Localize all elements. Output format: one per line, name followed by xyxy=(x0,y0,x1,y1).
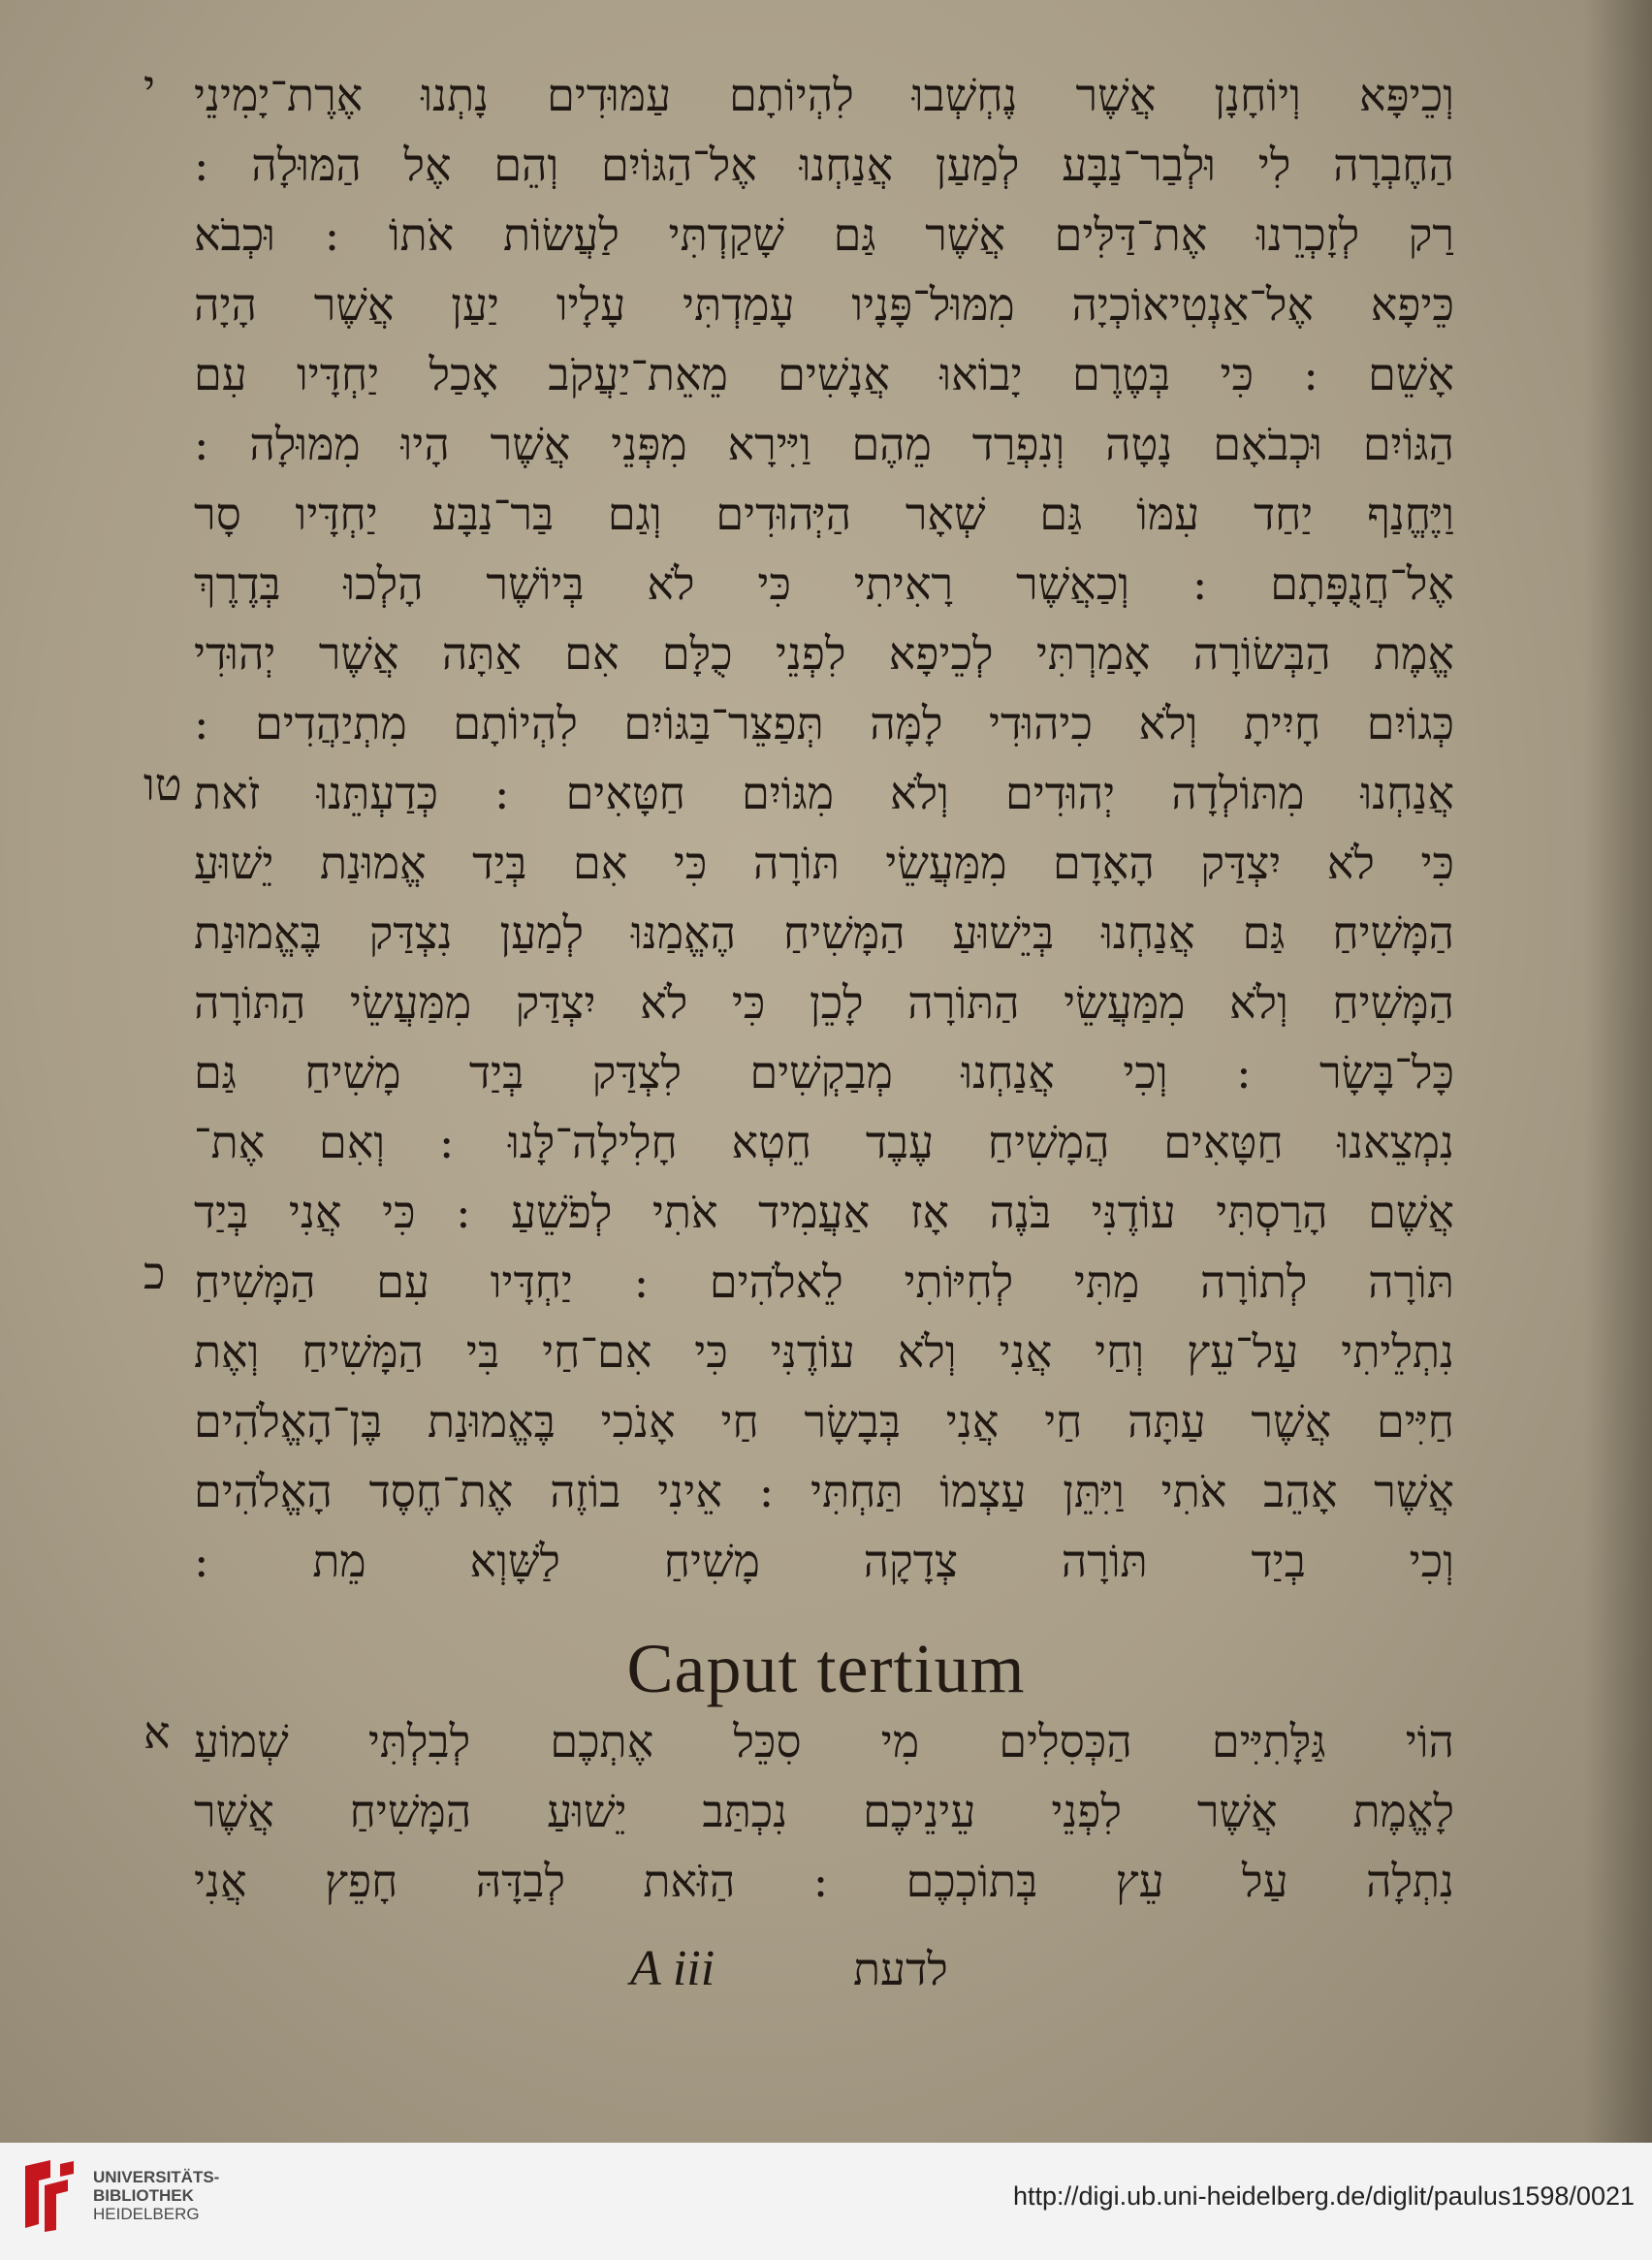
text-line: הַמָּשִׁיחַ וְלֹא מִמַּעֲשֵׂי הַתּוֹרָה לָכֵן כִּי לֹא יִצְדַּק מִמַּעֲשֵׂי הַתּוֹרָה xyxy=(194,976,1454,1029)
university-library-logo-icon[interactable] xyxy=(17,2156,79,2234)
chapter2-text xyxy=(143,60,1652,1596)
library-name-line1: UNIVERSITÄTS- xyxy=(93,2168,220,2186)
text-line: רַק לְזָכְרֵנוּ אֶת־דַּלִּים אֲשֶׁר גַּם שָׁקַדְתִּי לַעֲשׂוֹת אֹתוֹ : וּכְבֹא xyxy=(194,208,1454,261)
verse-number: כ xyxy=(143,1247,166,1299)
library-name-line2: BIBLIOTHEK xyxy=(93,2186,194,2205)
library-name-line3: HEIDELBERG xyxy=(93,2205,200,2223)
text-line: כְּגוֹיִם חָיִיתָ וְלֹא כִיהוּדִי לָמָּה תְּפַצֵּר־בַּגּוֹיִם לִהְיוֹתָם מִתְיַהֲדִים : xyxy=(194,697,1454,749)
text-line: הַמָּשִׁיחַ גַּם אֲנַחְנוּ בְּיֵשׁוּעַ הַמָּשִׁיחַ הֶאֱמַנּוּ לְמַעַן נִצְדַּק בֶּאֱמוּנַת xyxy=(194,907,1454,959)
text-line: וְכִי בְיַד תּוֹרָה צְדָקָה מָשִׁיחַ לַשָּׁוְא מֵת : xyxy=(194,1535,1454,1587)
signature-mark: A iii xyxy=(630,1941,715,1996)
text-line: וַיֶּחֱנַף יַחַד עִמּוֹ גַּם שְׁאָר הַיְּהוּדִים וְגַם בַּר־נַבָּע יַחְדָּיו סָר xyxy=(194,488,1454,540)
verse-number: א xyxy=(143,1706,171,1759)
text-line: חַיִּים אֲשֶׁר עַתָּה חַי אֲנִי בְּבָשָׂר חַי אָנֹכִי בֶּאֱמוּנַת בֶּן־הָאֱלֹהִים xyxy=(194,1395,1454,1448)
text-line: אֶל־חֲנֻפָּתָם : וְכַאֲשֶׁר רָאִיתִי כִּי לֹא בְּיוֹשֶׁר הָלְכוּ בְּדֶרֶךְ xyxy=(194,557,1454,610)
text-line: כָּל־בָּשָׂר : וְכִי אֲנַחְנוּ מְבַקְשִׁים לִצְדַּק בְּיַד מָשִׁיחַ גַּם xyxy=(194,1046,1454,1098)
text-line: תּוֹרָה לְתוֹרָה מַתִּי לְחִיּוֹתִי לֵאלֹהִים : יַחְדָּיו עִם הַמָּשִׁיחַ xyxy=(194,1256,1454,1308)
text-line: אֱמֶת הַבְּשׂוֹרָה אָמַרְתִּי לְכֵיפָא לִפְנֵי כֻלָּם אִם אַתָּה אֲשֶׁר יְהוּדִי xyxy=(194,627,1454,680)
text-line: לָאֱמֶת אֲשֶׁר לִפְנֵי עֵינֵיכֶם נִכְתַּב יֵשׁוּעַ הַמָּשִׁיחַ אֲשֶׁר xyxy=(194,1785,1454,1837)
text-line: נִתְלָה עַל עֵץ בְּתוֹכְכֶם : הַזֹּאת לְבַדָּהּ חָפֵץ אֲנִי xyxy=(194,1855,1454,1907)
text-line: אָשֵׁם : כִּי בְּטֶרֶם יָבוֹאוּ אֲנָשִׁים מֵאֵת־יַעֲקֹב אָכַל יַחְדָּיו עִם xyxy=(194,348,1454,400)
chapter3-text xyxy=(143,1706,1454,1916)
text-line: הַגּוֹיִם וּכְבֹאָם נָטָה וְנִפְרַד מֵהֶם וַיִּירָא מִפְּנֵי אֲשֶׁר הָיוּ מִמּוּלָה : xyxy=(194,418,1454,470)
verse-number: י xyxy=(143,60,156,112)
text-line: וְכֵיפָּא וְיוֹחָנָן אֲשֶׁר נֶחְשְׁבוּ לִהְיוֹתָם עַמּוּדִים נָתְנוּ אֶרֶת־יָמִינֵי xyxy=(194,69,1454,121)
permalink-url[interactable]: http://digi.ub.uni-heidelberg.de/diglit/paulus1598/0021 xyxy=(1013,2181,1635,2211)
catchword: לדעת xyxy=(853,1943,948,1995)
text-line: נִתְלֵיתִי עַל־עֵץ וְחַי אֲנִי וְלֹא עוֹדֶנִּי כִּי אִם־חַי בִּי הַמָּשִׁיחַ וְאֶת xyxy=(194,1325,1454,1378)
text-line: נִמְצֵאנוּ חַטָּאִים הֲמָשִׁיחַ עֶבֶד חֵטְא חָלִילָה־לָּנוּ : וְאִם אֶת־ xyxy=(194,1116,1454,1168)
text-line: אֲשֶׁם הָרַסְתִּי עוֹדֶנִּי בֹּנֶה אָז אַעֲמִיד אֹתִי לְפֹשֵׁעַ : כִּי אֲנִי בְּיַד xyxy=(194,1186,1454,1238)
text-line: כִּי לֹא יִצְדַּק הָאָדָם מִמַּעֲשֵׂי תּוֹרָה כִּי אִם בְּיַד אֱמוּנַת יֵשׁוּעַ xyxy=(194,837,1454,889)
library-name[interactable] xyxy=(93,2168,219,2223)
chapter-heading: Caput tertium xyxy=(626,1630,1026,1707)
text-line: הוֹי גַּלָּתִיִּים הַכְּסִלִים מִי סִכֵּל אֶתְכֶם לְבִלְתִּי שְׁמוֹעַ xyxy=(194,1715,1454,1767)
text-line: אֲשֶׁר אָהֵב אֹתִי וַיִּתֵּן עַצְמוֹ תַּחְתִּי : אֵינִי בוֹזֶה אֶת־חֶסֶד הָאֱלֹהִים xyxy=(194,1465,1454,1517)
verse-number: טו xyxy=(143,758,182,811)
text-line: כֵּיפָא אֶל־אַנְטִיאוֹכְיָה מִמּוּל־פָּנָיו עָמַדְתִּי עָלָיו יַעַן אֲשֶׁר הָיָה xyxy=(194,278,1454,331)
library-footer xyxy=(0,2143,1652,2260)
text-line: אֲנַחְנוּ מִתּוֹלְדָה יְהוּדִים וְלֹא מִגּוֹיִם חַטָּאִים : כְּדַעְתֵּנוּ זֹאת xyxy=(194,767,1454,819)
text-line: הַחֶבְרָה לִי וּלְבַר־נַבָּע לְמַעַן אֲנַחְנוּ אֶל־הַגּוֹיִם וְהֵם אֶל הַמּוּלָה : xyxy=(194,139,1454,191)
